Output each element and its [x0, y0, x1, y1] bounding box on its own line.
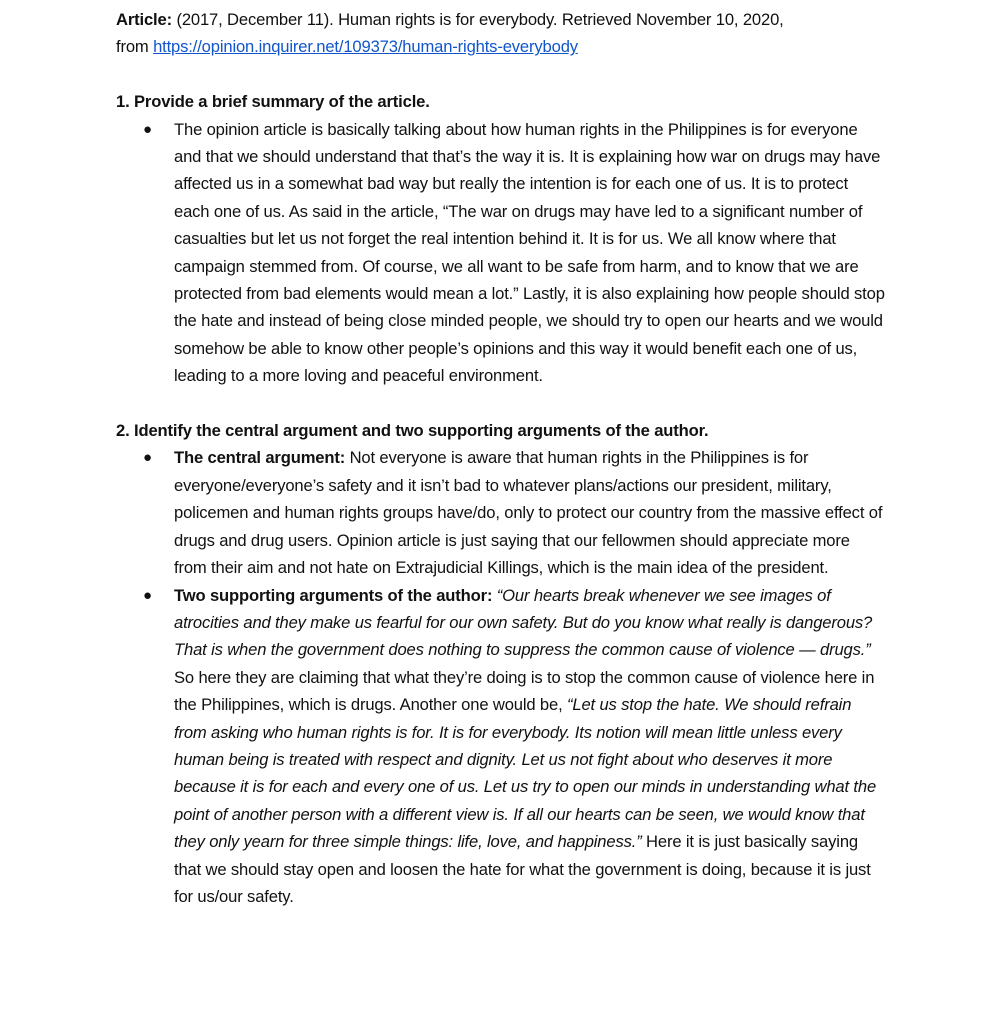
supporting-quote-2: “Let us stop the hate. We should refrain from asking who human rights is for. It is for everybody. Its notion will mean little unless every human being is treated with respect and dignity. Let us not fight about who deserves it more because it is for each and every one of us. Let us try to open our minds in understanding what the point of another person with a different view is. If all our hearts can be seen, we would know that they only yearn for three simple things: life, love, and happiness.”: [174, 695, 877, 852]
bullet-icon: ●: [143, 449, 152, 467]
spacer: [116, 61, 886, 88]
document-page: [116, 6, 886, 910]
summary-text: The opinion article is basically talking about how human rights in the Philippines is for everyone and that we should understand that that’s the way it is. It is explaining how war on drugs may have affected us in a somewhat bad way but really the intention is for each one of us. It is to protect each one of us. As said in the article, “The war on drugs may have led to a significant number of casualties but let us not forget the real intention behind it. It is for us. We all know where that campaign stemmed from. Of course, we all want to be safe from harm, and to know that we are protected from bad elements would mean a lot.” Lastly, it is also explaining how people should stop the hate and instead of being close minded people, we should try to open our hearts and we would somehow be able to know other people’s opinions and this way it would benefit each one of us, leading to a more loving and peaceful environment.: [174, 119, 885, 386]
central-argument-bullet: [116, 444, 886, 581]
supporting-arguments-label: Two supporting arguments of the author:: [174, 585, 493, 605]
citation-line: [116, 6, 886, 33]
supporting-arguments-bullet: [116, 582, 886, 911]
question-2-bullets: [116, 444, 886, 910]
supporting-quote-1: “Our hearts break whenever we see images of atrocities and they make us fearful for our own safety. But do you know what really is dangerous? That is when the government does nothing to suppress the common cause of violence — drugs.”: [174, 585, 873, 660]
bullet-icon: ●: [143, 586, 152, 604]
supporting-text-1: So here they are claiming that what they’re doing is to stop the common cause of violence here in the Philippines, which is drugs. Another one would be,: [174, 667, 875, 715]
question-1-title: 1. Provide a brief summary of the article.: [116, 92, 430, 112]
article-link[interactable]: https://opinion.inquirer.net/109373/human-rights-everybody: [153, 37, 578, 57]
bullet-icon: ●: [143, 120, 152, 138]
central-argument-label: The central argument:: [174, 448, 346, 468]
citation-label: Article:: [116, 10, 172, 29]
question-2-title: 2. Identify the central argument and two supporting arguments of the author.: [116, 421, 709, 441]
citation-from: from: [116, 37, 154, 57]
summary-bullet: [116, 116, 886, 390]
question-1-bullets: [116, 116, 886, 390]
citation-text: (2017, December 11). Human rights is for everybody. Retrieved November 10, 2020,: [171, 10, 784, 29]
spacer: [116, 390, 886, 417]
citation-url-line: [116, 33, 886, 60]
central-argument-text: Not everyone is aware that human rights in the Philippines is for everyone/everyone’s safety and it isn’t bad to whatever plans/actions our president, military, policemen and human rights groups have/do, only to protect our country from the massive effect of drugs and drug users. Opinion article is just saying that our fellowmen should appreciate more from their aim and not hate on Extrajudicial Killings, which is the main idea of the president.: [174, 448, 883, 578]
supporting-text-2: Here it is just basically saying that we should stay open and loosen the hate for what the government is doing, because it is just for us/our safety.: [174, 832, 871, 906]
